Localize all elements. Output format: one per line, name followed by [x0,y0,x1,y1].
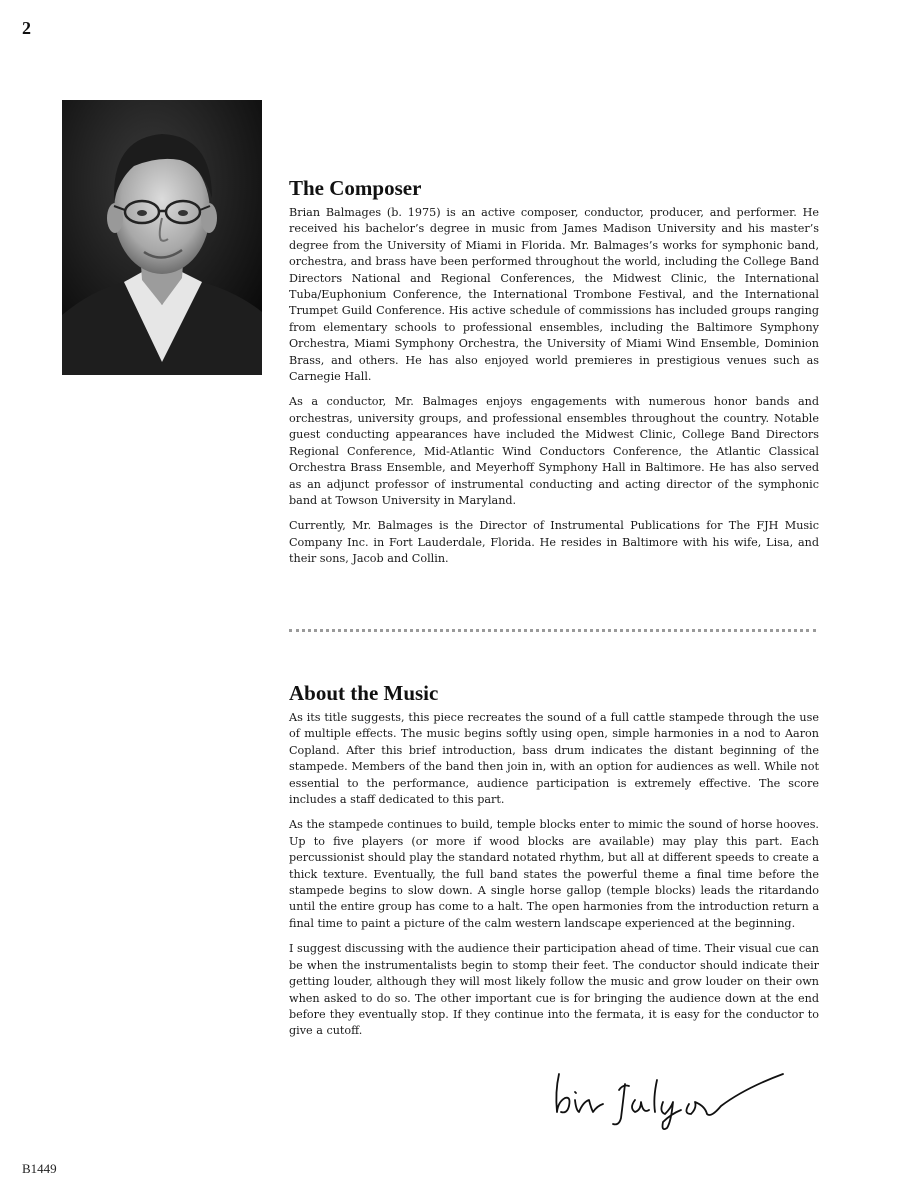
catalog-number: B1449 [22,1161,57,1176]
composer-signature [545,1062,795,1132]
composer-paragraph: Brian Balmages (b. 1975) is an active composer, conductor, producer, and performer. He received his bachelor’s degree in music from James Madison University and his master’s degree from the University of Miami in Florida. Mr. Balmages’s works for symphonic band, orchestra, and brass have been performed throughout the world, including the College Band Directors National and Regional Conferences, the Midwest Clinic, the International Tuba/Euphonium Conference, the International Trombone Festival, and the International Trumpet Guild Conference. His active schedule of commissions has included groups ranging from elementary schools to professional ensembles, including the Baltimore Symphony Orchestra, Miami Symphony Orchestra, the University of Miami Wind Ensemble, Dominion Brass, and others. He has also enjoyed world premieres in prestigious venues such as Carnegie Hall. [289,206,819,384]
music-paragraph: As the stampede continues to build, temple blocks enter to mimic the sound of horse hooves. Up to five players (or more if wood blocks are available) may play this part. Each percussionist should play the standard notated rhythm, but all at different speeds to create a thick texture. Eventually, the full band states the powerful theme a final time before the stampede begins to slow down. A single horse gallop (temple blocks) leads the ritardando until the entire group has come to a halt. The open harmonies from the introduction return a final time to paint a picture of the calm western landscape experienced at the beginning. [289,818,819,930]
page-number: 2 [22,18,31,38]
composer-section [289,176,819,577]
section-divider [289,629,816,632]
music-section [289,681,819,1049]
music-paragraph: I suggest discussing with the audience their participation ahead of time. Their visual cue can be when the instrumentalists begin to stomp their feet. The conductor should indicate their getting louder, although they will most likely follow the music and grow louder on their own when asked to do so. The other important cue is for bringing the audience down at the end before they eventually stop. If they continue into the fermata, it is easy for the conductor to give a cutoff. [289,942,820,1038]
music-paragraph: As its title suggests, this piece recreates the sound of a full cattle stampede through the use of multiple effects. The music begins softly using open, simple harmonies in a nod to Aaron Copland. After this brief introduction, bass drum indicates the distant beginning of the stampede. Members of the band then join in, with an option for audiences as well. While not essential to the performance, audience participation is extremely effective. The score includes a staff dedicated to this part. [289,711,819,807]
composer-portrait-photo [62,100,262,375]
music-heading: About the Music [289,681,439,705]
composer-heading: The Composer [289,176,422,200]
composer-paragraph: Currently, Mr. Balmages is the Director of Instrumental Publications for The FJH Music Company Inc. in Fort Lauderdale, Florida. He resides in Baltimore with his wife, Lisa, and their sons, Jacob and Collin. [289,519,819,566]
composer-paragraph: As a conductor, Mr. Balmages enjoys engagements with numerous honor bands and orchestras, university groups, and professional ensembles throughout the country. Notable guest conducting appearances have included the Midwest Clinic, College Band Directors Regional Conference, Mid-Atlantic Wind Conductors Conference, the Atlantic Classical Orchestra Brass Ensemble, and Meyerhoff Symphony Hall in Baltimore. He has also served as an adjunct professor of instrumental conducting and acting director of the symphonic band at Towson University in Maryland. [289,395,819,507]
